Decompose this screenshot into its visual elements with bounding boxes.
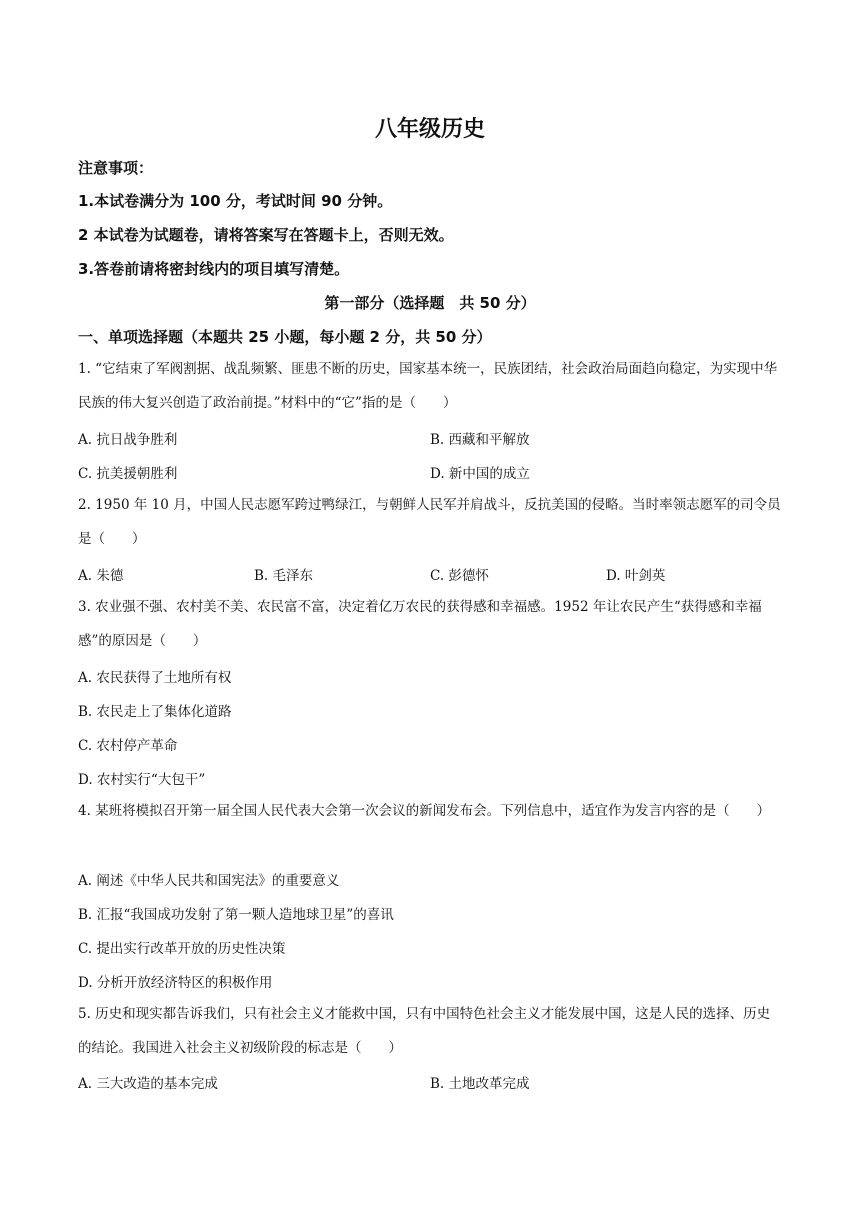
question-4-option-a: A. 阐述《中华人民共和国宪法》的重要意义 (78, 873, 340, 889)
note-item-3: 3.答卷前请将密封线内的项目填写清楚。 (78, 260, 350, 278)
question-1-option-a: A. 抗日战争胜利 (78, 432, 178, 448)
question-3-option-d: D. 农村实行“大包干” (78, 772, 206, 788)
question-1-option-c: C. 抗美援朝胜利 (78, 466, 178, 482)
question-2-option-a: A. 朱德 (78, 568, 124, 584)
question-4-option-b: B. 汇报“我国成功发射了第一颗人造地球卫星”的喜讯 (78, 907, 394, 923)
note-item-2: 2 本试卷为试题卷，请将答案写在答题卡上，否则无效。 (78, 226, 454, 244)
part-heading: 第一部分（选择题 共 50 分） (324, 294, 536, 312)
question-1-option-b: B. 西藏和平解放 (430, 432, 530, 448)
question-1-option-d: D. 新中国的成立 (430, 466, 530, 482)
question-stem-4: 4. 某班将模拟召开第一届全国人民代表大会第一次会议的新闻发布会。下列信息中，适宜作为发言内容的是（ ） (78, 803, 771, 819)
question-3-option-b: B. 农民走上了集体化道路 (78, 704, 232, 720)
question-stem-2: 2. 1950 年 10 月，中国人民志愿军跨过鸭绿江，与朝鲜人民军并肩战斗，反抗美国的侵略。当时率领志愿军的司令员是（ ） (78, 497, 781, 547)
question-2-option-d: D. 叶剑英 (606, 568, 666, 584)
question-4-option-d: D. 分析开放经济特区的积极作用 (78, 975, 273, 991)
question-stem-3: 3. 农业强不强、农村美不美、农民富不富，决定着亿万农民的获得感和幸福感。1952 年让农民产生“获得感和幸福感”的原因是（ ） (78, 599, 762, 649)
notes-heading: 注意事项： (78, 159, 154, 177)
page-title: 八年级历史 (374, 117, 485, 142)
question-3-option-c: C. 农村停产革命 (78, 738, 178, 754)
question-5-option-b: B. 土地改革完成 (430, 1076, 530, 1092)
question-2-option-c: C. 彭德怀 (430, 568, 489, 584)
section-heading: 一、单项选择题（本题共 25 小题，每小题 2 分，共 50 分） (78, 328, 492, 346)
note-item-1: 1.本试卷满分为 100 分，考试时间 90 分钟。 (78, 192, 393, 210)
question-2-option-b: B. 毛泽东 (254, 568, 314, 584)
question-3-option-a: A. 农民获得了土地所有权 (78, 670, 232, 686)
question-stem-1: 1. “它结束了军阀割据、战乱频繁、匪患不断的历史，国家基本统一，民族团结，社会政治局面趋向稳定，为实现中华民族的伟大复兴创造了政治前提。”材料中的“它”指的是（ ） (78, 361, 778, 411)
question-stem-5: 5. 历史和现实都告诉我们，只有社会主义才能救中国，只有中国特色社会主义才能发展中国，这是人民的选择、历史的结论。我国进入社会主义初级阶段的标志是（ ） (78, 1006, 771, 1056)
question-5-option-a: A. 三大改造的基本完成 (78, 1076, 218, 1092)
question-4-option-c: C. 提出实行改革开放的历史性决策 (78, 941, 286, 957)
